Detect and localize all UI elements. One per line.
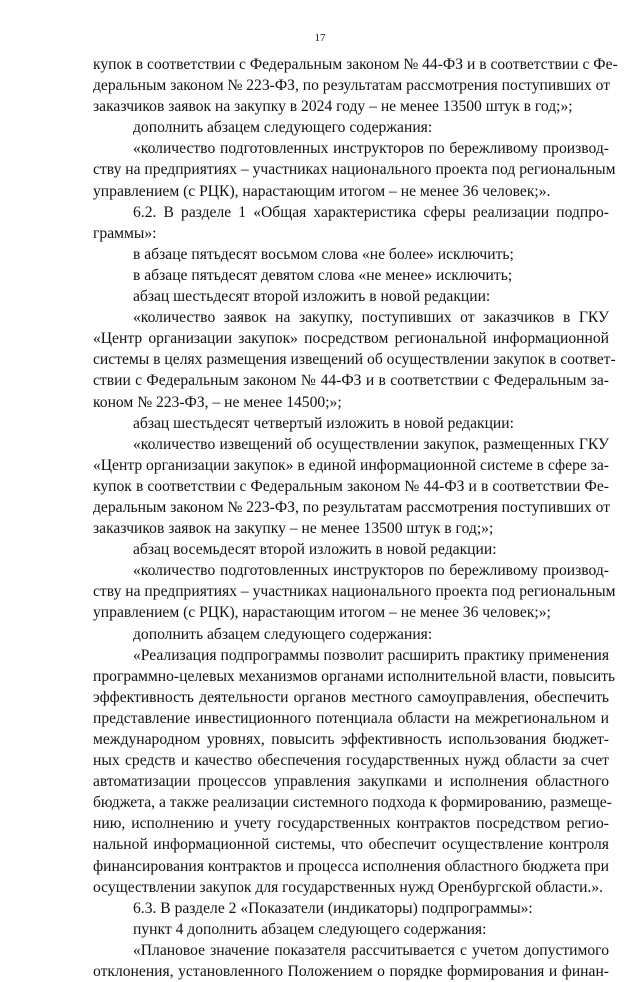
text-line: программно-целевых механизмов органами исполнительной власти, повысить — [93, 667, 616, 685]
text-line: системы в целях размещения извещений об осуществлении закупок в соответ- — [93, 351, 616, 369]
text-line: «количество подготовленных инструкторов по бережливому производ- — [133, 562, 609, 580]
text-line: «Реализация подпрограммы позволит расширить практику применения — [133, 646, 609, 664]
text-line: автоматизации процессов управления закупками и исполнения областного — [93, 773, 609, 791]
text-line: представление инвестиционного потенциала области на межрегиональном и — [93, 709, 609, 727]
text-line: деральным законом № 223-ФЗ, по результатам рассмотрения поступивших от — [93, 77, 611, 95]
text-line: 6.3. В разделе 2 «Показатели (индикаторы) подпрограммы»: — [133, 899, 533, 917]
text-line: пункт 4 дополнить абзацем следующего содержания: — [133, 920, 487, 938]
text-line: в абзаце пятьдесят восьмом слова «не более» исключить; — [133, 245, 514, 263]
document-body — [93, 54, 618, 982]
text-line: ных средств и качество обеспечения государственных нужд области за счет — [93, 752, 609, 770]
text-line: в абзаце пятьдесят девятом слова «не менее» исключить; — [133, 266, 513, 284]
text-line: заказчиков заявок на закупку в 2024 году – не менее 13500 штук в год;»; — [93, 98, 573, 116]
text-line: купок в соответствии с Федеральным законом № 44-ФЗ и в соответствии с Фе- — [93, 56, 618, 73]
text-line: дополнить абзацем следующего содержания: — [133, 119, 433, 137]
text-line: 6.2. В разделе 1 «Общая характеристика сферы реализации подпро- — [133, 203, 609, 221]
text-line: эффективность деятельности органов местного самоуправления, обеспечить — [93, 688, 609, 706]
text-line: абзац восемьдесят второй изложить в новой редакции: — [133, 541, 497, 559]
text-line: международном уровнях, повысить эффективность использования бюджет- — [93, 731, 609, 748]
text-line: управлением (с РЦК), нарастающим итогом – не менее 36 человек;»; — [93, 604, 551, 622]
text-line: деральным законом № 223-ФЗ, по результатам рассмотрения поступивших от — [93, 498, 611, 516]
text-line: «Центр организации закупок» посредством региональной информационной — [93, 330, 609, 348]
text-line: управлением (с РЦК), нарастающим итогом – не менее 36 человек;». — [93, 182, 551, 200]
page-number: 17 — [314, 32, 326, 44]
text-line: «Центр организации закупок» в единой информационной системе в сфере за- — [93, 456, 609, 474]
text-line: «количество подготовленных инструкторов по бережливому производ- — [133, 140, 609, 158]
text-line: осуществлении закупок для государственных нужд Оренбургской области.». — [93, 878, 604, 896]
text-line: отклонения, установленного Положением о порядке формирования и финан- — [93, 963, 609, 981]
text-line: абзац шестьдесят второй изложить в новой редакции: — [133, 288, 491, 306]
text-line: граммы»: — [93, 224, 157, 242]
text-line: бюджета, а также реализации системного подхода к формированию, размеще- — [93, 794, 612, 812]
text-line: нию, исполнению и учету государственных контрактов посредством регио- — [93, 815, 609, 833]
text-line: коном № 223-ФЗ, – не менее 14500;»; — [93, 393, 342, 411]
text-line: ству на предприятиях – участниках национального проекта под региональным — [93, 161, 616, 179]
text-line: «количество заявок на закупку, поступивших от заказчиков в ГКУ — [133, 309, 609, 327]
text-line: дополнить абзацем следующего содержания: — [133, 625, 433, 643]
text-line: абзац шестьдесят четвертый изложить в новой редакции: — [133, 414, 514, 432]
text-line: ствии с Федеральным законом № 44-ФЗ и в соответствии с Федеральным за- — [93, 372, 609, 390]
text-line: заказчиков заявок на закупку – не менее 13500 штук в год;»; — [93, 520, 494, 538]
text-line: финансирования контрактов и процесса исполнения областного бюджета при — [93, 857, 609, 875]
text-line: «Плановое значение показателя рассчитывается с учетом допустимого — [133, 941, 609, 959]
text-line: ству на предприятиях – участниках национального проекта под региональным — [93, 583, 616, 601]
text-line: купок в соответствии с Федеральным законом № 44-ФЗ и в соответствии Фе- — [93, 477, 609, 495]
text-line: «количество извещений об осуществлении закупок, размещенных ГКУ — [133, 435, 609, 453]
text-line: нальной информационной системы, что обеспечит осуществление контроля — [93, 836, 609, 854]
